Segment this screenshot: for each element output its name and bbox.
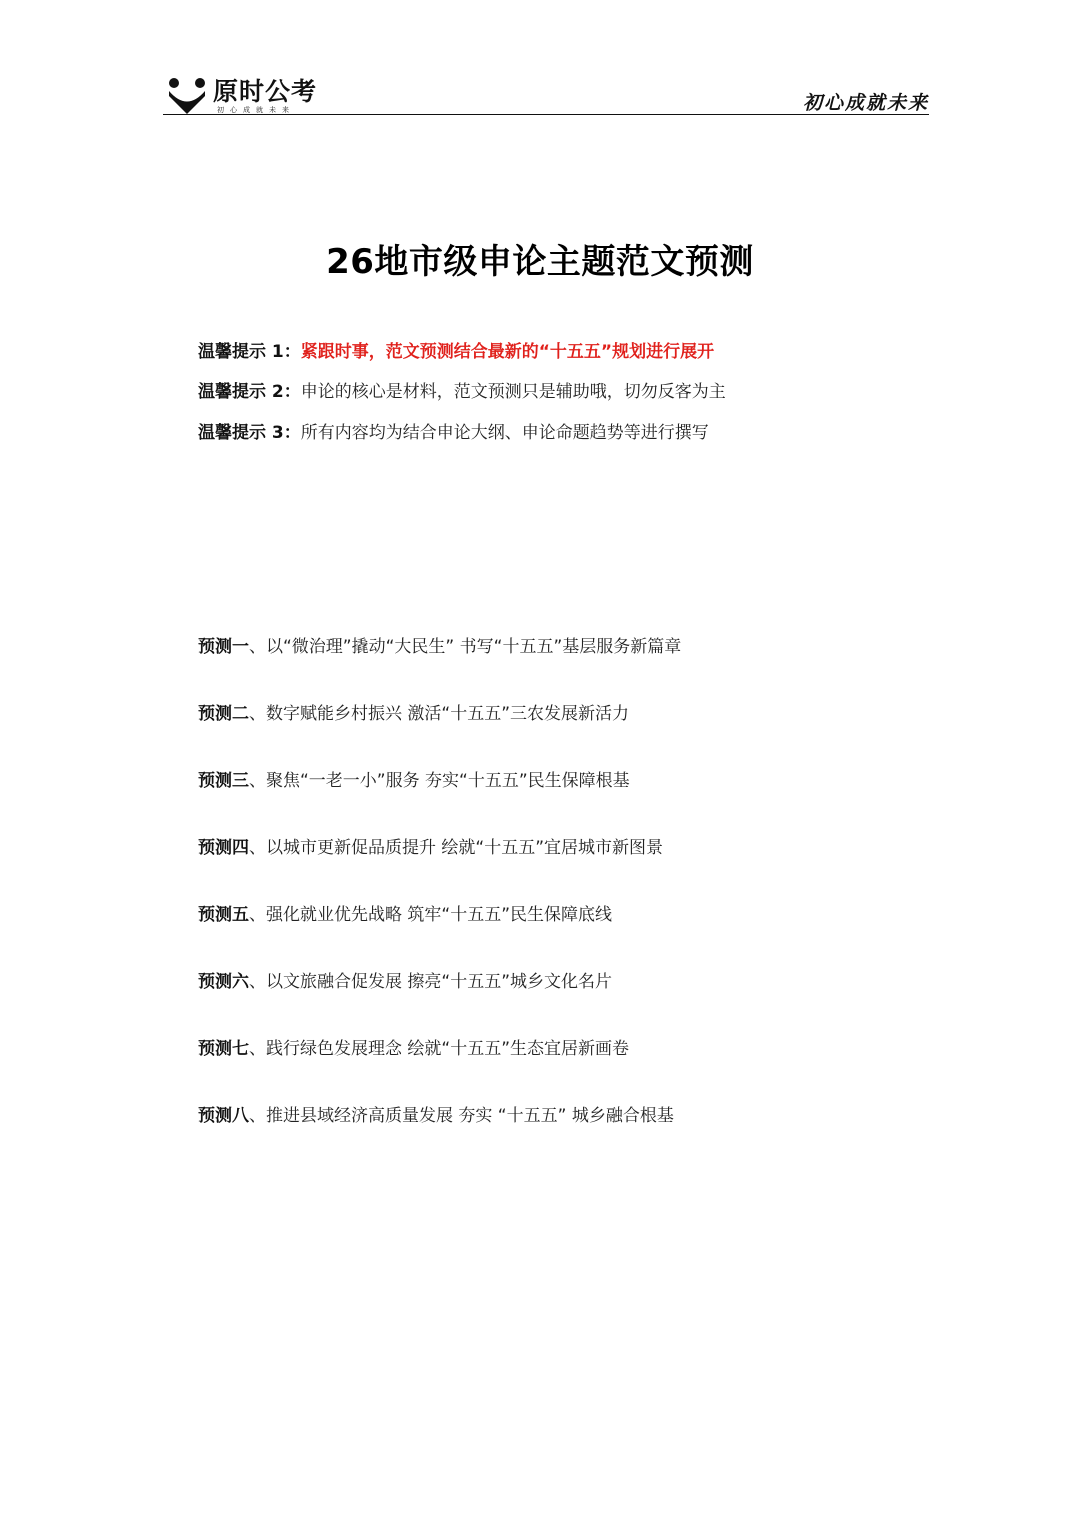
- prediction-text: 、推进县域经济高质量发展 夯实 “十五五” 城乡融合根基: [249, 1106, 674, 1126]
- tip-1: [198, 340, 714, 364]
- prediction-item: [198, 835, 918, 902]
- tip-2: [198, 380, 726, 404]
- smile-heart-logo-icon: [165, 76, 209, 116]
- prediction-label: 预测一: [198, 637, 249, 657]
- tip-label: 温馨提示 1：: [198, 342, 301, 362]
- prediction-item: [198, 969, 918, 1036]
- prediction-item: [198, 701, 918, 768]
- prediction-item: [198, 902, 918, 969]
- prediction-text: 、聚焦“一老一小”服务 夯实“十五五”民生保障根基: [249, 771, 630, 791]
- prediction-text: 、以城市更新促品质提升 绘就“十五五”宜居城市新图景: [249, 838, 664, 858]
- brand-name: 原时公考: [213, 77, 318, 106]
- document-title: 26地市级申论主题范文预测: [326, 242, 754, 282]
- tip-text: 所有内容均为结合申论大纲、申论命题趋势等进行撰写: [300, 423, 709, 443]
- prediction-label: 预测七: [198, 1039, 249, 1059]
- prediction-label: 预测八: [198, 1106, 249, 1126]
- prediction-item: [198, 768, 918, 835]
- prediction-label: 预测六: [198, 972, 249, 992]
- header-slogan: 初心成就未来: [802, 92, 929, 114]
- brand-tagline: 初心成就未来: [217, 106, 295, 114]
- prediction-text: 、践行绿色发展理念 绘就“十五五”生态宜居新画卷: [249, 1039, 630, 1059]
- prediction-item: [198, 1036, 918, 1103]
- tip-3: [198, 421, 709, 445]
- tip-text: 申论的核心是材料，范文预测只是辅助哦，切勿反客为主: [300, 382, 726, 402]
- tip-label: 温馨提示 2：: [198, 382, 301, 402]
- prediction-label: 预测四: [198, 838, 249, 858]
- prediction-text: 、强化就业优先战略 筑牢“十五五”民生保障底线: [249, 905, 613, 925]
- prediction-item: [198, 634, 918, 701]
- prediction-label: 预测三: [198, 771, 249, 791]
- prediction-item: [198, 1103, 918, 1170]
- page-header: [163, 66, 929, 116]
- tip-label: 温馨提示 3：: [198, 423, 301, 443]
- prediction-text: 、数字赋能乡村振兴 激活“十五五”三农发展新活力: [249, 704, 630, 724]
- header-divider: [163, 114, 929, 115]
- prediction-label: 预测五: [198, 905, 249, 925]
- tip-text: 紧跟时事，范文预测结合最新的“十五五”规划进行展开: [300, 342, 715, 362]
- brand-logo: [165, 72, 365, 116]
- prediction-label: 预测二: [198, 704, 249, 724]
- prediction-text: 、以文旅融合促发展 擦亮“十五五”城乡文化名片: [249, 972, 613, 992]
- prediction-list: [198, 634, 918, 1170]
- prediction-text: 、以“微治理”撬动“大民生” 书写“十五五”基层服务新篇章: [249, 637, 682, 657]
